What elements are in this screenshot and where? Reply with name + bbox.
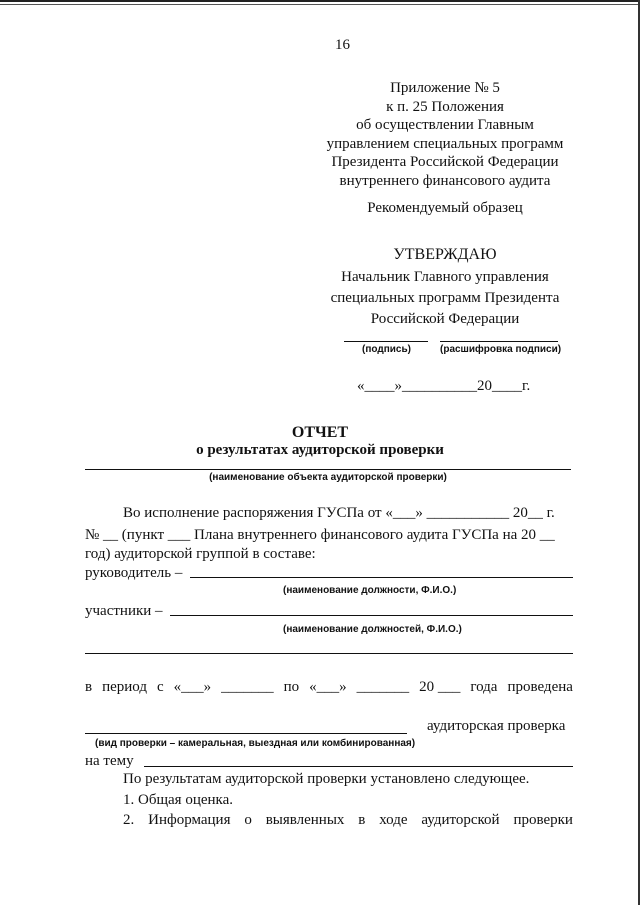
topic-line [144,766,573,767]
item-2-word: выявленных [265,812,345,828]
appendix-block [320,79,570,191]
period-word: «___» [309,679,347,695]
leader-label: руководитель – [85,565,183,581]
recommended-sample: Рекомендуемый образец [367,200,523,216]
decoding-caption: (расшифровка подписи) [440,344,562,355]
approval-line: Российской Федерации [370,311,520,327]
approval-block [320,267,570,330]
appendix-line: Приложение № 5 [390,80,500,96]
participants-line [170,615,573,616]
period-word: 20 ___ [419,679,461,695]
period-word: года [470,679,498,695]
leader-line [190,577,573,578]
scan-border-top-inner [0,4,640,5]
period-word: в [85,679,93,695]
period-word: по [283,679,300,695]
signature-line [344,341,428,342]
appendix-line: внутреннего финансового аудита [339,172,551,189]
page-number: 16 [335,37,350,53]
order-line-1: Во исполнение распоряжения ГУСПа от «___» ___________ 20__ г. [123,505,555,521]
period-line [85,679,573,696]
item-2-word: 2. [123,812,135,828]
appendix-line: об осуществлении Главным [356,117,534,134]
audit-type-tail: аудиторская проверка [427,718,566,734]
period-word: проведена [507,679,573,695]
item-2-word: Информация [148,812,231,828]
item-2-word: о [244,812,252,828]
findings-intro: По результатам аудиторской проверки установлено следующее. [123,771,530,787]
audit-type-line [85,733,407,734]
approval-line: специальных программ Президента [330,290,560,306]
topic-label: на тему [85,753,134,769]
report-subtitle: о результатах аудиторской проверки [196,442,444,458]
appendix-line: Президента Российской Федерации [331,154,559,171]
period-word: _______ [356,679,410,695]
approval-heading: УТВЕРЖДАЮ [393,246,497,263]
signature-caption: (подпись) [362,344,411,355]
signature-decoding-line [440,341,558,342]
order-line-2: № __ (пункт ___ Плана внутреннего финансового аудита ГУСПа на 20 __ [85,527,555,543]
audit-type-caption: (вид проверки – камеральная, выездная или комбинированная) [95,738,416,749]
appendix-line: к п. 25 Положения [386,98,504,115]
item-2-word: в [358,812,366,828]
order-line-3: год) аудиторской группой в составе: [85,546,316,562]
period-word: «___» [173,679,212,695]
participants-extra-line [85,653,573,654]
scan-border-top [0,0,640,2]
appendix-line: управлением специальных программ [326,135,564,152]
item-2-word: аудиторской [421,812,500,828]
item-2-word: проверки [513,812,573,828]
report-title: ОТЧЕТ [291,424,349,441]
period-word: период [102,679,147,695]
participants-caption: (наименование должностей, Ф.И.О.) [283,624,462,635]
approval-line: Начальник Главного управления [341,269,549,285]
object-name-line [85,469,571,470]
participants-label: участники – [85,603,163,619]
approval-date-line: «____»__________20____г. [357,378,531,394]
item-2 [123,812,573,829]
period-word: с [156,679,164,695]
period-word: _______ [221,679,274,695]
item-1: 1. Общая оценка. [123,792,234,808]
object-caption: (наименование объекта аудиторской проверки) [209,472,447,483]
item-2-word: ходе [379,812,408,828]
leader-caption: (наименование должности, Ф.И.О.) [283,585,457,596]
